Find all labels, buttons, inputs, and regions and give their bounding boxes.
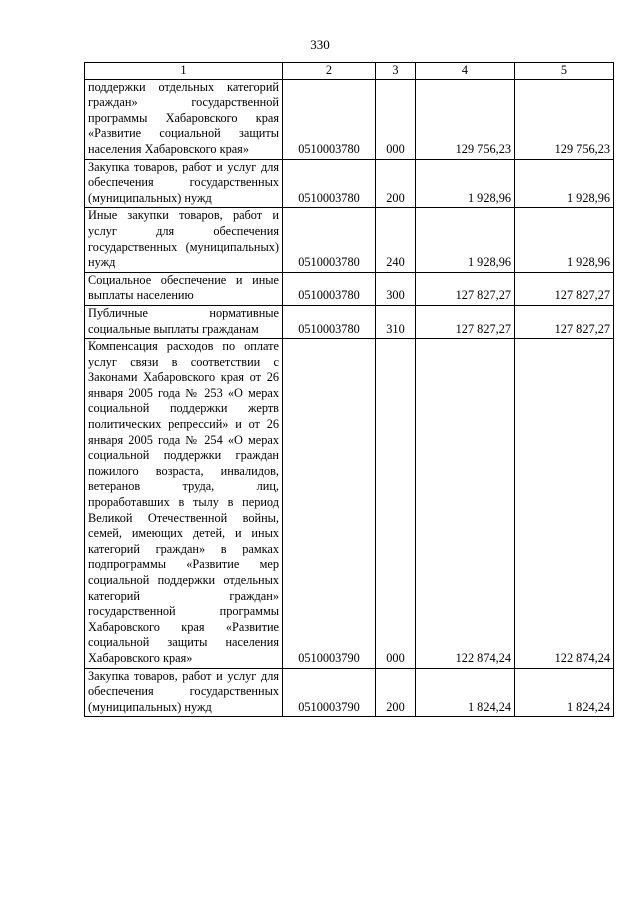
- row-amount-1: 1 928,96: [416, 159, 515, 208]
- row-description: Публичные нормативные социальные выплаты гражданам: [85, 305, 283, 338]
- column-header: 2: [283, 63, 376, 80]
- row-code: 0510003790: [283, 668, 376, 717]
- row-amount-2: 1 824,24: [515, 668, 614, 717]
- row-code: 0510003790: [283, 339, 376, 668]
- row-description: Иные закупки товаров, работ и услуг для обеспечения государственных (муниципальных) нужд: [85, 208, 283, 272]
- table-row: [85, 79, 614, 159]
- column-header: 4: [416, 63, 515, 80]
- table-row: [85, 668, 614, 717]
- row-amount-1: 127 827,27: [416, 272, 515, 305]
- row-amount-1: 129 756,23: [416, 79, 515, 159]
- table-row: [85, 208, 614, 272]
- row-description: Социальное обеспечение и иные выплаты населению: [85, 272, 283, 305]
- table-row: [85, 339, 614, 668]
- row-amount-2: 129 756,23: [515, 79, 614, 159]
- table-row: [85, 272, 614, 305]
- row-code: 0510003780: [283, 272, 376, 305]
- column-header: 5: [515, 63, 614, 80]
- row-code: 0510003780: [283, 159, 376, 208]
- column-header: 3: [376, 63, 416, 80]
- row-expense-type: 310: [376, 305, 416, 338]
- row-expense-type: 200: [376, 159, 416, 208]
- row-description: Закупка товаров, работ и услуг для обеспечения государственных (муниципальных) нужд: [85, 159, 283, 208]
- row-amount-2: 122 874,24: [515, 339, 614, 668]
- row-expense-type: 000: [376, 339, 416, 668]
- row-amount-2: 127 827,27: [515, 305, 614, 338]
- row-expense-type: 000: [376, 79, 416, 159]
- row-description: Компенсация расходов по оплате услуг связи в соответствии с Законами Хабаровского края от 26 января 2005 года № 253 «О мерах социальной поддержки жертв политических репрессий» и от 26 января 2005 года № 254 «О мерах социальной поддержки граждан пожилого возраста, инвалидов, ветеранов труда, лиц, проработавших в тылу в период Великой Отечественной войны, семей, имеющих детей, и иных категорий граждан» в рамках подпрограммы «Развитие мер социальной поддержки отдельных категорий граждан» государственной программы Хабаровского края «Развитие социальной защиты населения Хабаровского края»: [85, 339, 283, 668]
- row-amount-1: 1 824,24: [416, 668, 515, 717]
- row-description: поддержки отдельных категорий граждан» государственной программы Хабаровского края «Развитие социальной защиты населения Хабаровского края»: [85, 79, 283, 159]
- row-amount-1: 127 827,27: [416, 305, 515, 338]
- table-row: [85, 305, 614, 338]
- row-expense-type: 300: [376, 272, 416, 305]
- column-header: 1: [85, 63, 283, 80]
- row-code: 0510003780: [283, 305, 376, 338]
- row-amount-2: 1 928,96: [515, 159, 614, 208]
- table-row: [85, 159, 614, 208]
- row-code: 0510003780: [283, 208, 376, 272]
- row-amount-1: 122 874,24: [416, 339, 515, 668]
- row-code: 0510003780: [283, 79, 376, 159]
- row-amount-2: 127 827,27: [515, 272, 614, 305]
- budget-table: [84, 62, 614, 717]
- row-expense-type: 200: [376, 668, 416, 717]
- row-amount-1: 1 928,96: [416, 208, 515, 272]
- row-description: Закупка товаров, работ и услуг для обеспечения государственных (муниципальных) нужд: [85, 668, 283, 717]
- row-expense-type: 240: [376, 208, 416, 272]
- table-header-row: [85, 63, 614, 80]
- row-amount-2: 1 928,96: [515, 208, 614, 272]
- page-number: 330: [310, 37, 330, 52]
